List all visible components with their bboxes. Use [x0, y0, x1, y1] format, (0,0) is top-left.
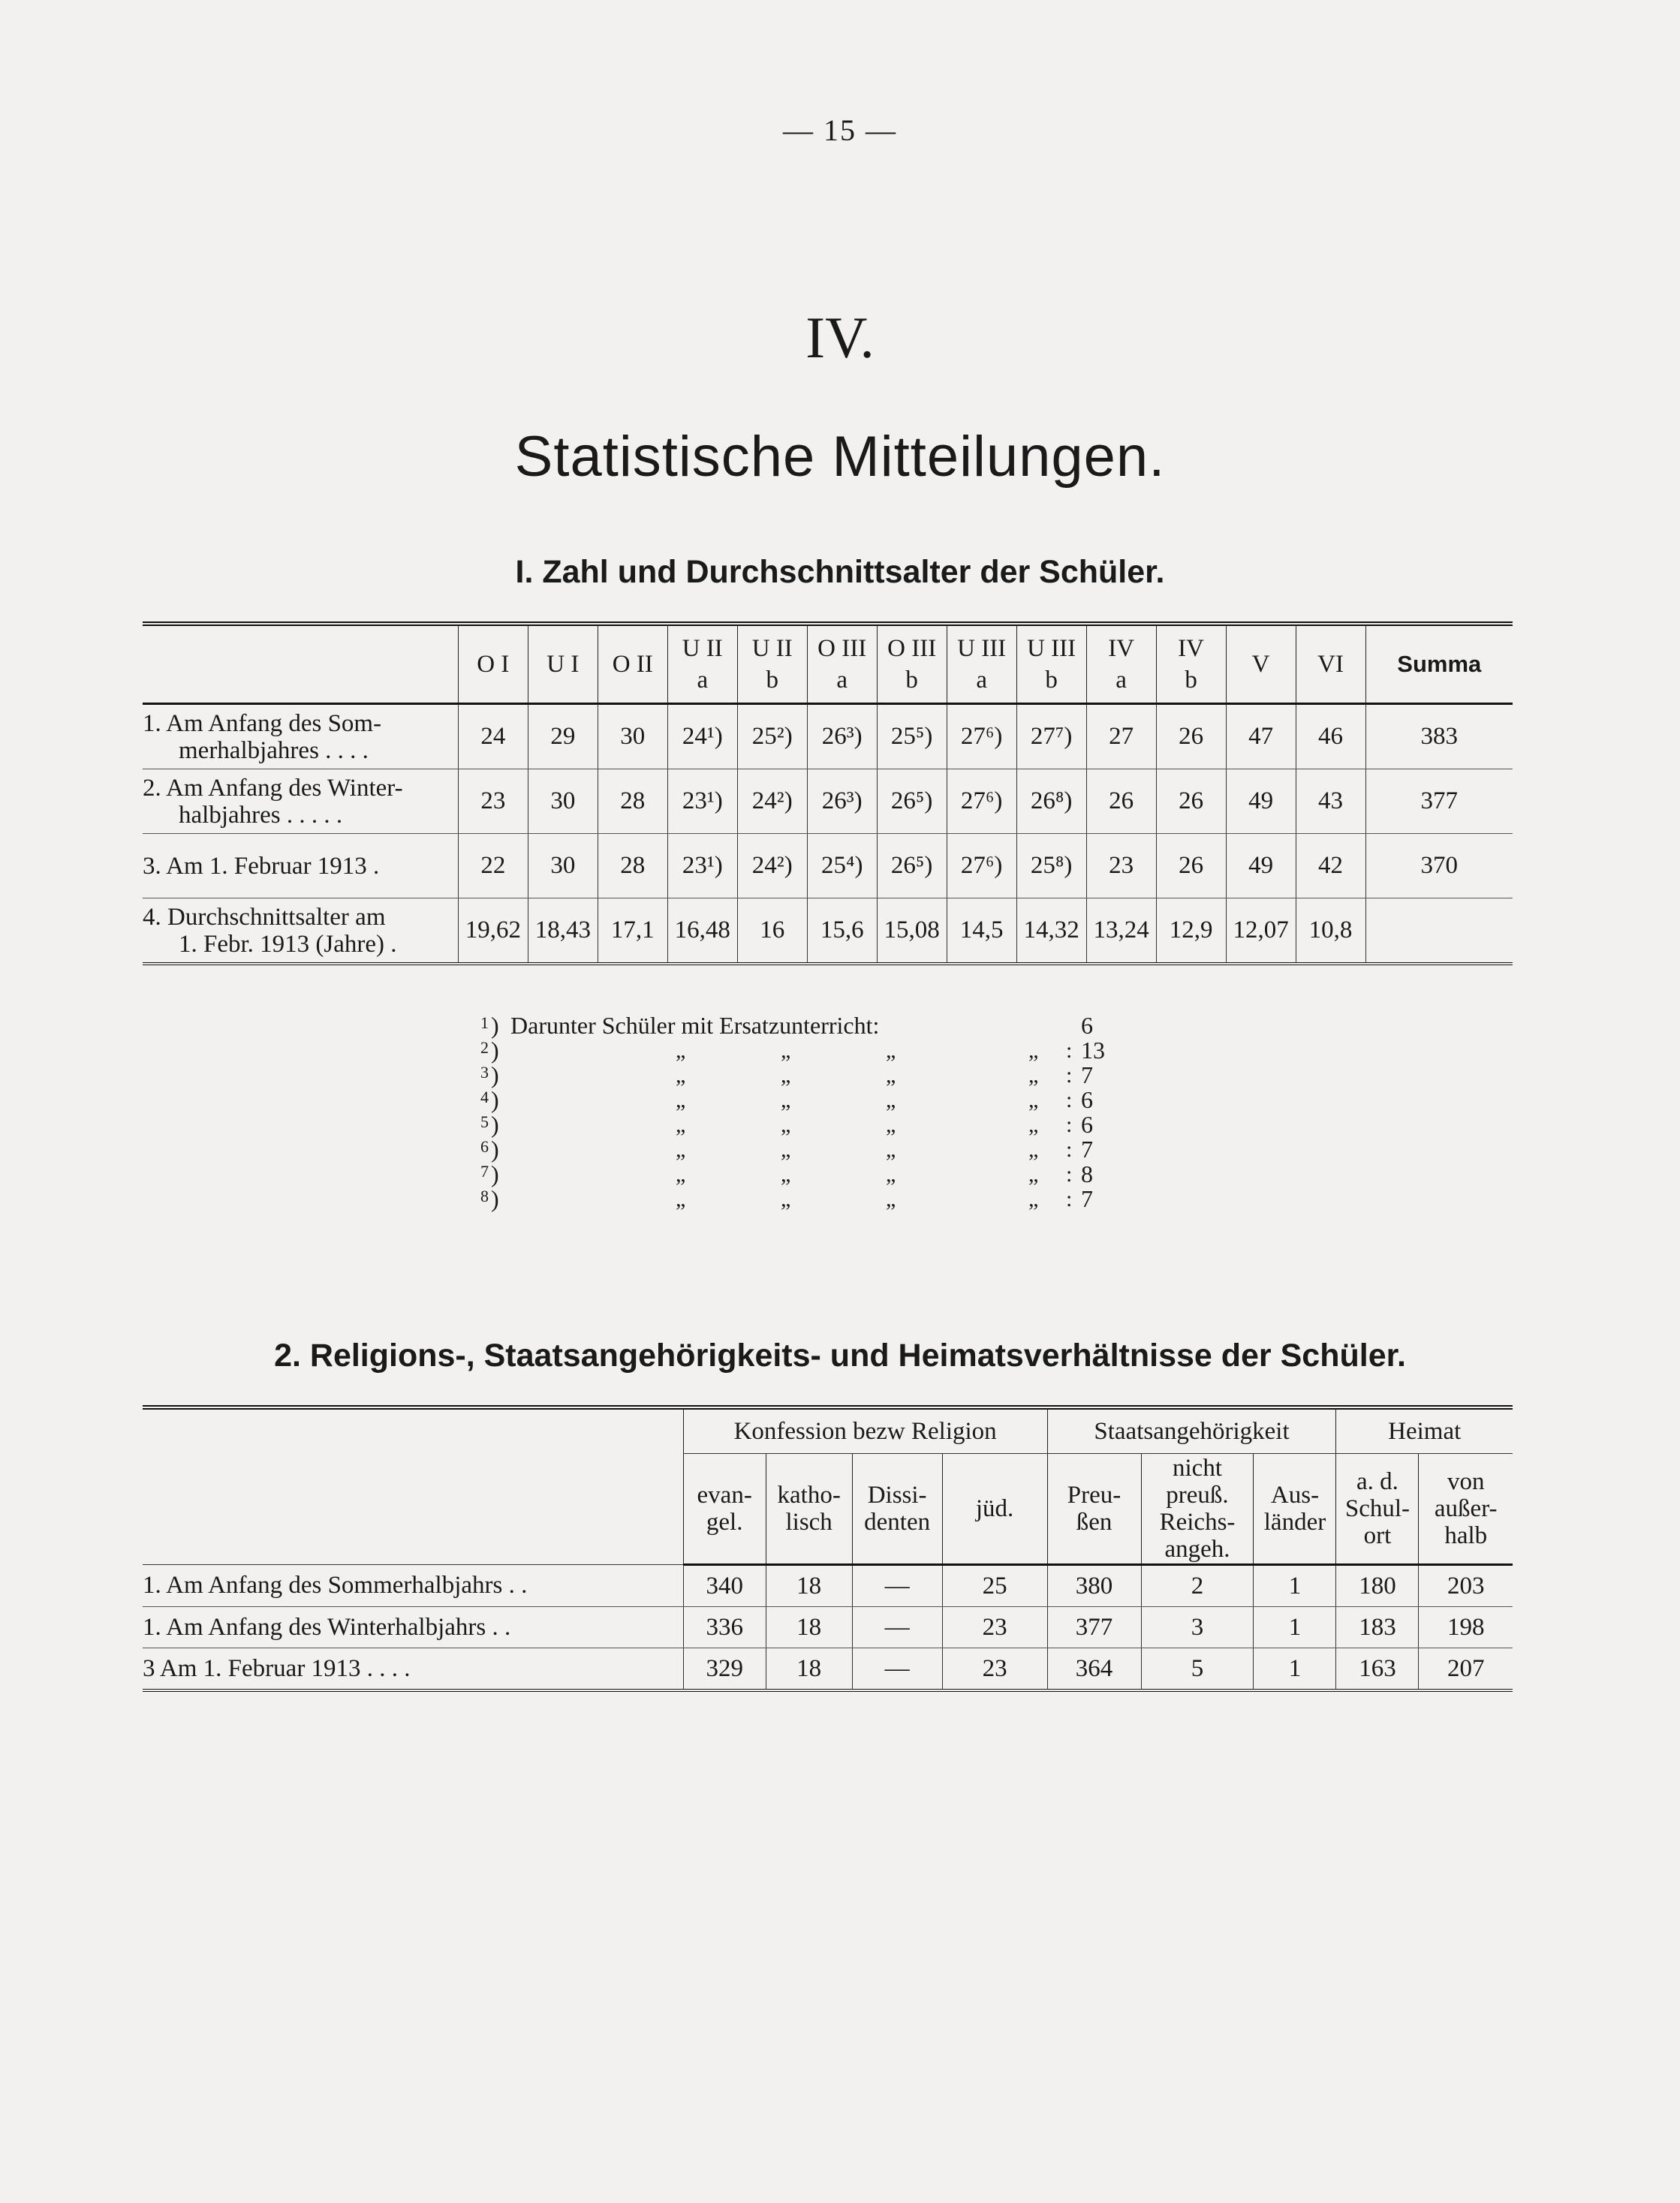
row-label [143, 704, 458, 769]
column-header-line: denten [864, 1509, 931, 1536]
ditto-mark: „ [1028, 1038, 1039, 1063]
footnote-paren: ) [491, 1012, 499, 1039]
ditto-mark: „ [781, 1112, 791, 1137]
table-row [143, 1648, 1513, 1691]
table-cell: 336 [683, 1607, 766, 1648]
table-cell: 15,6 [807, 898, 877, 965]
footnote-paren: ) [491, 1160, 499, 1187]
table-cell: 23 [458, 769, 528, 834]
ditto-mark: „ [676, 1112, 686, 1137]
row-label [143, 898, 458, 965]
table-cell: 24²) [737, 834, 807, 898]
table-cell: 383 [1365, 704, 1513, 769]
header-label-cell [143, 624, 458, 704]
table-cell: — [852, 1648, 942, 1691]
column-header: IV a [1086, 624, 1156, 704]
column-header: U I [528, 624, 598, 704]
table-cell: 14,32 [1016, 898, 1086, 965]
ditto-mark: „ [676, 1187, 686, 1211]
group-header-religion: Konfession bezw Religion [683, 1407, 1047, 1454]
footnote-mark: 3 [480, 1063, 489, 1082]
ditto-mark: „ [1028, 1112, 1039, 1137]
footnote-paren: ) [491, 1086, 499, 1113]
table-cell: 329 [683, 1648, 766, 1691]
footnote-mark: 5 [480, 1112, 489, 1131]
table-cell: 27⁶) [947, 834, 1016, 898]
table-cell: 1 [1254, 1607, 1336, 1648]
column-header-line: jüd. [975, 1495, 1014, 1522]
footnote-mark: 7 [480, 1162, 489, 1181]
footnote-text: Darunter Schüler mit Ersatzunterricht: [510, 1012, 880, 1039]
column-header-line: Preu- [1067, 1482, 1122, 1509]
table-cell: 16 [737, 898, 807, 965]
table-cell: 26 [1086, 769, 1156, 834]
column-header-line: länder [1263, 1509, 1326, 1536]
ditto-mark: „ [886, 1088, 896, 1112]
footnote-value: 8 [1081, 1160, 1093, 1187]
table-cell: 23¹) [667, 769, 737, 834]
footnote-colon: : [1066, 1088, 1073, 1112]
row-label-line: 1. Am Anfang des Som- [143, 709, 382, 737]
column-header [1419, 1454, 1513, 1565]
column-header [942, 1454, 1047, 1565]
table-cell: 3 [1141, 1607, 1254, 1648]
column-header-line: ßen [1076, 1509, 1112, 1536]
table-cell: 180 [1336, 1565, 1419, 1607]
table-cell: 22 [458, 834, 528, 898]
table-cell [1365, 898, 1513, 965]
ditto-mark: „ [886, 1063, 896, 1088]
table-cell: 26 [1156, 769, 1226, 834]
ditto-mark: „ [781, 1162, 791, 1187]
footnote-value: 6 [1081, 1086, 1093, 1113]
student-count-table [143, 621, 1513, 965]
table-cell: 380 [1047, 1565, 1141, 1607]
ditto-mark: „ [781, 1088, 791, 1112]
table-row [143, 898, 1513, 965]
column-header-line: von [1447, 1468, 1485, 1495]
table-cell: 30 [598, 704, 667, 769]
footnote-paren: ) [491, 1185, 499, 1212]
column-header-line: halb [1444, 1522, 1488, 1549]
table-cell: 26⁵) [877, 834, 947, 898]
section1-title: I. Zahl und Durchschnittsalter der Schüler. [515, 554, 1165, 590]
table-cell: 24¹) [667, 704, 737, 769]
column-header: V [1226, 624, 1296, 704]
table-cell: 27⁶) [947, 704, 1016, 769]
row-label: 1. Am Anfang des Sommerhalbjahrs . . [143, 1565, 683, 1607]
column-header-line: Aus- [1270, 1482, 1320, 1509]
column-header: O II [598, 624, 667, 704]
ditto-mark: „ [886, 1187, 896, 1211]
table-cell: 19,62 [458, 898, 528, 965]
footnote-paren: ) [491, 1111, 499, 1138]
column-header-line: Dissi- [867, 1482, 927, 1509]
group-header-heimat: Heimat [1336, 1407, 1513, 1454]
footnote-colon: : [1066, 1187, 1073, 1211]
table-cell: 163 [1336, 1648, 1419, 1691]
ditto-mark: „ [886, 1137, 896, 1162]
page-number: — 15 — [783, 113, 897, 147]
table-cell: 16,48 [667, 898, 737, 965]
table-cell: 26³) [807, 769, 877, 834]
table-cell: 12,9 [1156, 898, 1226, 965]
group-header-nationality: Staatsangehörigkeit [1047, 1407, 1336, 1454]
ditto-mark: „ [1028, 1137, 1039, 1162]
column-header: U III a [947, 624, 1016, 704]
ditto-mark: „ [676, 1088, 686, 1112]
footnote-value: 7 [1081, 1136, 1093, 1163]
column-header: O I [458, 624, 528, 704]
table-cell: 23 [942, 1607, 1047, 1648]
column-header [766, 1454, 852, 1565]
ditto-mark: „ [676, 1038, 686, 1063]
header-label-cell [143, 1407, 683, 1565]
footnote-paren: ) [491, 1061, 499, 1088]
table-cell: 5 [1141, 1648, 1254, 1691]
table-row [143, 1607, 1513, 1648]
column-header-line: lisch [785, 1509, 832, 1536]
footnote-value: 7 [1081, 1061, 1093, 1088]
column-header: O III a [807, 624, 877, 704]
section2-title: 2. Religions-, Staatsangehörigkeits- und Heimatsverhältnisse der Schüler. [274, 1338, 1406, 1374]
footnote-paren: ) [491, 1136, 499, 1163]
table-cell: — [852, 1607, 942, 1648]
footnote-mark: 6 [480, 1137, 489, 1156]
row-label-line: halbjahres . . . . . [179, 801, 343, 829]
table-cell: 2 [1141, 1565, 1254, 1607]
column-header: O III b [877, 624, 947, 704]
table-cell: 203 [1419, 1565, 1513, 1607]
table-cell: 28 [598, 834, 667, 898]
column-header-line: nicht [1173, 1455, 1222, 1482]
table-cell: 18 [766, 1648, 852, 1691]
column-header: U II b [737, 624, 807, 704]
table-cell: 28 [598, 769, 667, 834]
ditto-mark: „ [676, 1063, 686, 1088]
footnote-colon: : [1066, 1137, 1073, 1162]
table-cell: 49 [1226, 769, 1296, 834]
ditto-mark: „ [781, 1187, 791, 1211]
table-row [143, 704, 1513, 769]
ditto-mark: „ [1028, 1187, 1039, 1211]
page-title: Statistische Mitteilungen. [514, 425, 1166, 489]
table-cell: 29 [528, 704, 598, 769]
table-cell: 24 [458, 704, 528, 769]
table-cell: 49 [1226, 834, 1296, 898]
column-header-line: Reichs- [1159, 1509, 1236, 1536]
table-cell: — [852, 1565, 942, 1607]
footnote-value: 7 [1081, 1185, 1093, 1212]
ditto-mark: „ [676, 1137, 686, 1162]
table-row [143, 769, 1513, 834]
table-cell: 27⁷) [1016, 704, 1086, 769]
footnote-value: 6 [1081, 1111, 1093, 1138]
column-header-line: ort [1363, 1522, 1392, 1549]
table-cell: 377 [1365, 769, 1513, 834]
ditto-mark: „ [781, 1063, 791, 1088]
column-header-line: preuß. [1166, 1482, 1229, 1509]
ditto-mark: „ [886, 1112, 896, 1137]
column-header [852, 1454, 942, 1565]
column-header-line: Schul- [1344, 1495, 1411, 1522]
ditto-mark: „ [1028, 1088, 1039, 1112]
footnote-colon: : [1066, 1038, 1073, 1063]
row-label [143, 834, 458, 898]
ditto-mark: „ [781, 1038, 791, 1063]
table-cell: 198 [1419, 1607, 1513, 1648]
row-label-line: 1. Febr. 1913 (Jahre) . [179, 930, 397, 958]
table-cell: 15,08 [877, 898, 947, 965]
footnote-mark: 4 [480, 1088, 489, 1106]
table-cell: 340 [683, 1565, 766, 1607]
religion-nationality-table [143, 1405, 1513, 1692]
table-cell: 25 [942, 1565, 1047, 1607]
table-cell: 183 [1336, 1607, 1419, 1648]
table-cell: 18,43 [528, 898, 598, 965]
ditto-mark: „ [886, 1038, 896, 1063]
table-cell: 14,5 [947, 898, 1016, 965]
ditto-mark: „ [1028, 1162, 1039, 1187]
table-cell: 370 [1365, 834, 1513, 898]
row-label-line: 2. Am Anfang des Winter- [143, 774, 403, 802]
table-cell: 17,1 [598, 898, 667, 965]
table-cell: 26 [1156, 834, 1226, 898]
group-header-row [143, 1407, 1513, 1454]
table-cell: 25⁸) [1016, 834, 1086, 898]
table-cell: 12,07 [1226, 898, 1296, 965]
table-cell: 10,8 [1296, 898, 1365, 965]
table-cell: 364 [1047, 1648, 1141, 1691]
row-label: 3 Am 1. Februar 1913 . . . . [143, 1648, 683, 1691]
row-label-line: 4. Durchschnittsalter am [143, 903, 386, 931]
table-cell: 13,24 [1086, 898, 1156, 965]
table-cell: 23 [1086, 834, 1156, 898]
footnote-colon: : [1066, 1162, 1073, 1187]
ditto-mark: „ [1028, 1063, 1039, 1088]
table-cell: 25⁴) [807, 834, 877, 898]
table-cell: 26 [1156, 704, 1226, 769]
footnote-colon: : [1066, 1112, 1073, 1137]
table-cell: 30 [528, 834, 598, 898]
ditto-mark: „ [886, 1162, 896, 1187]
column-header [1336, 1454, 1419, 1565]
column-header-line: a. d. [1356, 1468, 1398, 1495]
table-cell: 30 [528, 769, 598, 834]
table-cell: 46 [1296, 704, 1365, 769]
table-cell: 18 [766, 1565, 852, 1607]
row-label-line: 3. Am 1. Februar 1913 . [143, 852, 380, 880]
footnote-value: 13 [1081, 1037, 1105, 1064]
footnote-mark: 1 [480, 1013, 489, 1032]
table-cell: 26⁸) [1016, 769, 1086, 834]
table-cell: 23 [942, 1648, 1047, 1691]
table-cell: 207 [1419, 1648, 1513, 1691]
column-header: IV b [1156, 624, 1226, 704]
column-header: U III b [1016, 624, 1086, 704]
column-header [683, 1454, 766, 1565]
footnote-paren: ) [491, 1037, 499, 1064]
column-header-line: außer- [1434, 1495, 1498, 1522]
table-cell: 47 [1226, 704, 1296, 769]
footnote-colon: : [1066, 1063, 1073, 1088]
table-cell: 27 [1086, 704, 1156, 769]
table-cell: 42 [1296, 834, 1365, 898]
footnote-value: 6 [1081, 1012, 1093, 1039]
column-header-summa: Summa [1365, 624, 1513, 704]
table-row [143, 1565, 1513, 1607]
table-cell: 43 [1296, 769, 1365, 834]
table-cell: 26⁵) [877, 769, 947, 834]
column-header [1047, 1454, 1141, 1565]
table-header-row [143, 624, 1513, 704]
table-cell: 24²) [737, 769, 807, 834]
table-cell: 18 [766, 1607, 852, 1648]
column-header: VI [1296, 624, 1365, 704]
column-header-line: evan- [697, 1482, 752, 1509]
column-header [1254, 1454, 1336, 1565]
table-cell: 377 [1047, 1607, 1141, 1648]
table-cell: 25²) [737, 704, 807, 769]
row-label [143, 769, 458, 834]
row-label-line: merhalbjahres . . . . [179, 736, 369, 764]
column-header-line: gel. [706, 1509, 743, 1536]
table-cell: 1 [1254, 1565, 1336, 1607]
footnote-mark: 8 [480, 1187, 489, 1205]
table-row [143, 834, 1513, 898]
column-header [1141, 1454, 1254, 1565]
section-roman-numeral: IV. [805, 305, 875, 370]
row-label: 1. Am Anfang des Winterhalbjahrs . . [143, 1607, 683, 1648]
ditto-mark: „ [676, 1162, 686, 1187]
ditto-mark: „ [781, 1137, 791, 1162]
table-cell: 25⁵) [877, 704, 947, 769]
table-cell: 26³) [807, 704, 877, 769]
column-header-line: katho- [777, 1482, 841, 1509]
footnote-mark: 2 [480, 1038, 489, 1057]
table-cell: 23¹) [667, 834, 737, 898]
table-cell: 27⁶) [947, 769, 1016, 834]
column-header: U II a [667, 624, 737, 704]
table-cell: 1 [1254, 1648, 1336, 1691]
column-header-line: angeh. [1164, 1536, 1230, 1563]
